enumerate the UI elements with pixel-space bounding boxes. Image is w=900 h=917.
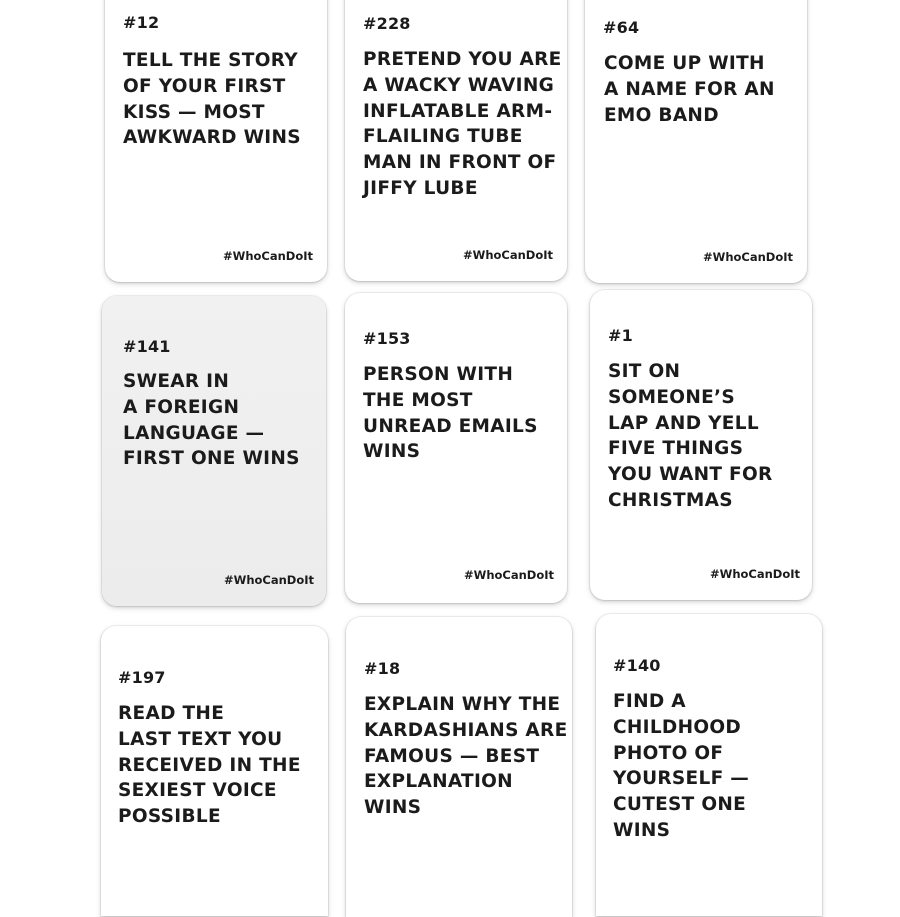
card-prompt: EXPLAIN WHY THE KARDASHIANS ARE FAMOUS — BEST EXPLANATION WINS — [364, 694, 568, 819]
card-64 — [585, 0, 807, 283]
card-hashtag: #WhoCanDoIt — [224, 573, 315, 587]
card-hashtag: #WhoCanDoIt — [464, 568, 555, 582]
card-prompt: COME UP WITH A NAME FOR AN EMO BAND — [604, 53, 775, 126]
card-hashtag: #WhoCanDoIt — [223, 249, 314, 263]
card-number: #140 — [613, 656, 661, 675]
card-number: #1 — [608, 326, 633, 345]
card-number: #141 — [123, 337, 171, 356]
card-prompt: TELL THE STORY OF YOUR FIRST KISS — MOST AWKWARD WINS — [123, 50, 301, 149]
card-number: #18 — [364, 659, 401, 678]
card-prompt: PRETEND YOU ARE A WACKY WAVING INFLATABLE ARM- FLAILING TUBE MAN IN FRONT OF JIFFY LUBE — [363, 49, 562, 199]
card-140 — [596, 614, 822, 916]
card-number: #64 — [603, 18, 640, 37]
card-hashtag: #WhoCanDoIt — [463, 248, 554, 262]
card-prompt: PERSON WITH THE MOST UNREAD EMAILS WINS — [363, 364, 538, 463]
card-153 — [345, 293, 567, 603]
card-hashtag: #WhoCanDoIt — [703, 250, 794, 264]
card-141 — [102, 296, 326, 606]
card-number: #228 — [363, 14, 411, 33]
card-prompt: FIND A CHILDHOOD PHOTO OF YOURSELF — CUTEST ONE WINS — [613, 691, 750, 841]
card-prompt: READ THE LAST TEXT YOU RECEIVED IN THE SEXIEST VOICE POSSIBLE — [118, 703, 301, 828]
card-12 — [105, 0, 327, 282]
card-197 — [101, 626, 328, 916]
card-prompt: SWEAR IN A FOREIGN LANGUAGE — FIRST ONE WINS — [123, 371, 300, 470]
card-228 — [345, 0, 567, 281]
card-18 — [346, 617, 572, 917]
card-prompt: SIT ON SOMEONE’S LAP AND YELL FIVE THINGS YOU WANT FOR CHRISTMAS — [608, 361, 773, 511]
card-number: #197 — [118, 668, 166, 687]
card-number: #153 — [363, 329, 411, 348]
card-number: #12 — [123, 13, 160, 32]
card-1 — [590, 290, 812, 600]
card-hashtag: #WhoCanDoIt — [710, 567, 801, 581]
